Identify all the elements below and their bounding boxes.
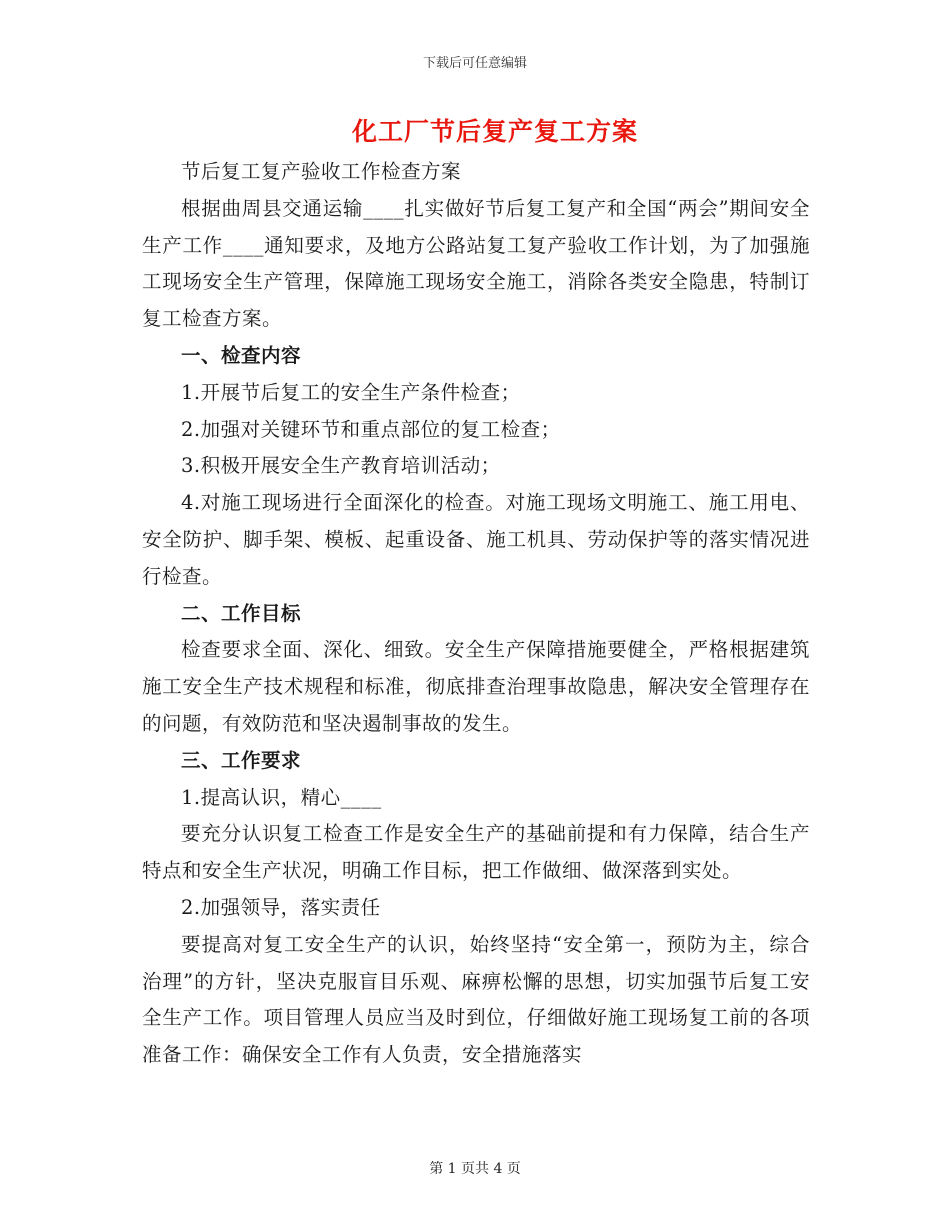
page-footer: 第 1 页共 4 页	[429, 1161, 521, 1177]
section-heading-2: 二、工作目标	[181, 601, 302, 625]
list-item-1: 1.开展节后复工的安全生产条件检查；	[181, 380, 521, 404]
document-body	[142, 154, 810, 1074]
section-heading-3: 三、工作要求	[181, 748, 302, 772]
paragraph-subtitle: 节后复工复产验收工作检查方案	[181, 160, 462, 183]
list-item-4: 4.对施工现场进行全面深化的检查。对施工现场文明施工、施工用电、安全防护、脚手架、模板、起重设备、施工机具、劳动保护等的落实情况进行检查。	[142, 491, 810, 588]
requirement-heading-1: 1.提高认识，精心____	[181, 785, 382, 809]
section-heading-1: 一、检查内容	[181, 343, 302, 367]
paragraph-intro: 根据曲周县交通运输____扎实做好节后复工复产和全国“两会”期间安全生产工作____通知要求，及地方公路站复工复产验收工作计划，为了加强施工现场安全生产管理，保障施工现场安全施工，消除各类安全隐患，特制订复工检查方案。	[142, 196, 810, 331]
paragraph-goals: 检查要求全面、深化、细致。安全生产保障措施要健全，严格根据建筑施工安全生产技术规程和标准，彻底排查治理事故隐患，解决安全管理存在的问题，有效防范和坚决遏制事故的发生。	[142, 638, 810, 735]
list-item-3: 3.积极开展安全生产教育培训活动；	[181, 454, 501, 478]
paragraph-requirement-2: 要提高对复工安全生产的认识，始终坚持“安全第一，预防为主，综合治理”的方针，坚决克服盲目乐观、麻痹松懈的思想，切实加强节后复工安全生产工作。项目管理人员应当及时到位，仔细做好施工现场复工前的各项准备工作：确保安全工作有人负责，安全措施落实	[142, 932, 810, 1067]
requirement-heading-2: 2.加强领导，落实责任	[181, 895, 381, 919]
list-item-2: 2.加强对关键环节和重点部位的复工检查；	[181, 417, 561, 441]
paragraph-requirement-1: 要充分认识复工检查工作是安全生产的基础前提和有力保障，结合生产特点和安全生产状况，明确工作目标，把工作做细、做深落到实处。	[142, 822, 810, 883]
header-note: 下载后可任意编辑	[422, 56, 527, 71]
document-title: 化工厂节后复产复工方案	[351, 117, 638, 146]
